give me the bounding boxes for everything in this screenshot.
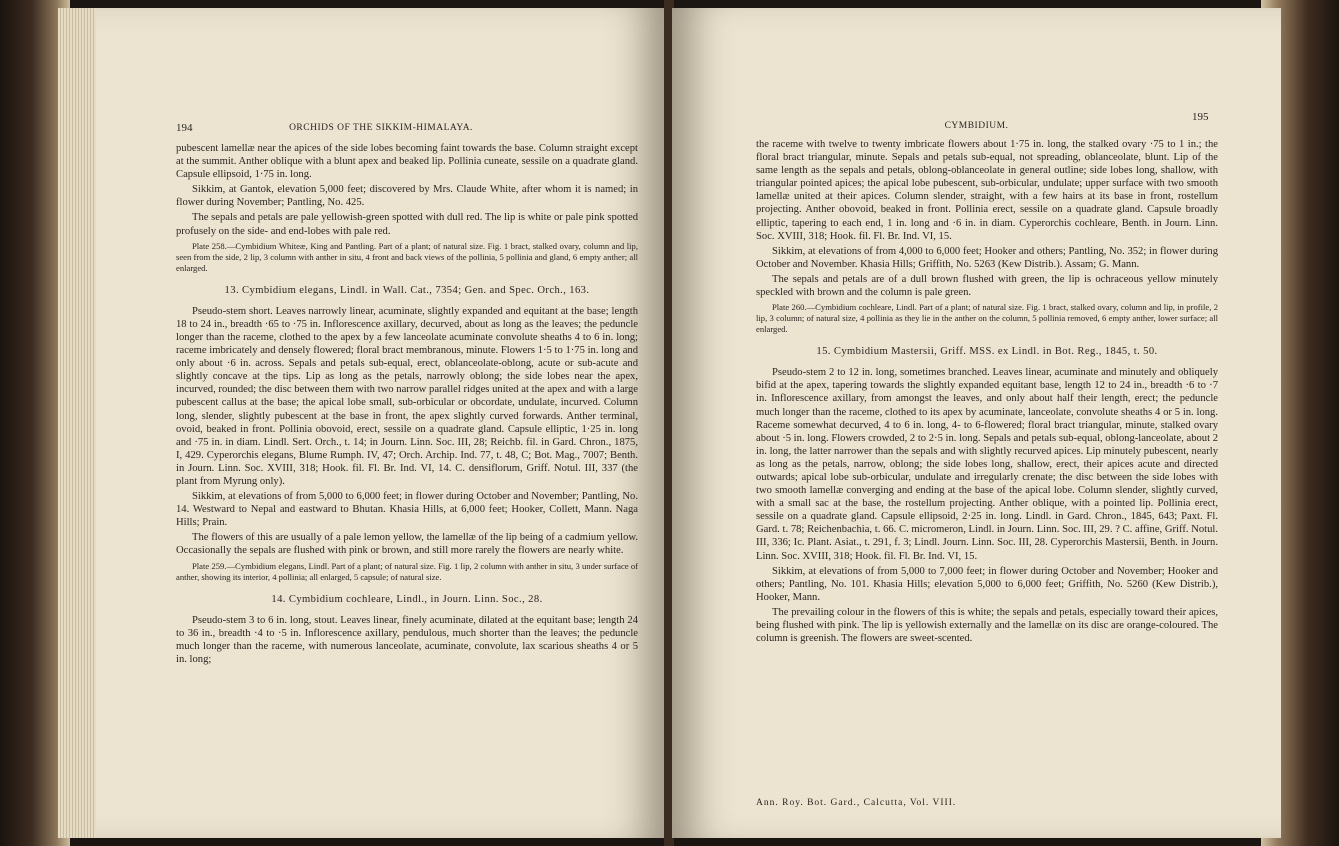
paragraph: pubescent lamellæ near the apices of the side lobes becoming faint towards the base. Column straight except at the summit. Anther oblique with a blunt apex and beaked lip. Pollinia cuneate, sessile on a quadrate gland. Capsule ellipsoid, 1·75 in. long. bbox=[176, 143, 638, 181]
paragraph: the raceme with twelve to twenty imbricate flowers about 1·75 in. long, the stalked ovary ·75 to 1 in.; the floral bract triangular, minute. Sepals and petals sub-equal, not spreading, oblanceolate, blunt. Lip of the same length as the sepals and petals, oblong-oblanceolate in general outline; side lobes long, shallow, with triangular pointed apices; the apical lobe pubescent, sub-orbicular, undulate; upper surface with two smooth lamellæ united at their apices. Column slender, straight, with a few hairs at its base in front, rostellum projecting. Anther obovoid, beaked in front. Pollinia erect, sessile on a quadrate gland. Capsule broadly elliptic, tapering to each end, 1 in. long and ·6 in. in diam. Cyperorchis cochleare, Benth. in Journ. Linn. Soc. XVIII, 318; Hook. fil. Fl. Br. Ind. VI, 15. bbox=[756, 139, 1218, 242]
plate-caption-259: Plate 259.—Cymbidium elegans, Lindl. Part of a plant; of natural size. Fig. 1 lip, 2 column with anther in situ, 3 under surface of anther, showing its interior, 4 pollinia; all enlarged, 5 capsule; of natural size. bbox=[176, 560, 638, 582]
plate-caption-260: Plate 260.—Cymbidium cochleare, Lindl. Part of a plant; of natural size. Fig. 1 bract, stalked ovary, column and lip, in profile, 2 lip, 3 column; of natural size, 4 pollinia as they lie in the anther on the column, 5 pollinia removed, 6 empty anther, lower surface; all enlarged. bbox=[756, 302, 1218, 335]
paragraph: Pseudo-stem short. Leaves narrowly linear, acuminate, slightly expanded and equitant at the base; length 18 to 24 in., breadth ·65 to ·75 in. Inflorescence axillary, decurved, about as long as the leaves; the peduncle longer than the raceme, clothed to the apex by a few lanceolate acuminate convolute sheaths 4 to 6 in. long; raceme imbricately and densely flowered; floral bract membranous, minute. Flowers 1·5 to 1·75 in. long and only about ·6 in. across. Sepals and petals sub-equal, erect, oblanceolate-oblong, acute or sub-acute and slightly concave at the tips. Lip as long as the petals, narrowly oblong; the side lobes near the apex, incurved, rounded; the disc between them with two narrow parallel ridges united at the apex and with a large pubescent callus at the base; the apical lobe small, sub-orbicular or obcordate, undulate, incurved. Column long, slender, slightly pubescent at the base in front, the apex slightly curved forwards. Anther terminal, ovoid, beaked in front. Pollinia obovoid, erect, sessile on a quadrate gland. Capsule elliptic, 1·25 in. long and ·75 in. in diam. Lindl. Sert. Orch., t. 14; in Journ. Linn. Soc. III, 28; Reichb. fil. in Gard. Chron., 1875, I, 429. Cyperorchis elegans, Blume Rumph. IV, 47; Orch. Archip. Ind. 77, t. 48, C; Bot. Mag., 7007; Benth. in Journ. Linn. Soc. XVIII, 318; Hook. fil. Fl. Br. Ind. VI, 14. C. densiflorum, Griff. Notul. III, 337 (the plant from Myrung only). bbox=[176, 305, 638, 487]
species-heading-15: 15. Cymbidium Mastersii, Griff. MSS. ex Lindl. in Bot. Reg., 1845, t. 50. bbox=[816, 346, 1158, 358]
running-head-left: ORCHIDS OF THE SIKKIM-HIMALAYA. bbox=[289, 123, 473, 133]
species-heading-13: 13. Cymbidium elegans, Lindl. in Wall. Cat., 7354; Gen. and Spec. Orch., 163. bbox=[224, 284, 590, 296]
right-column bbox=[756, 138, 1218, 647]
paragraph: Pseudo-stem 3 to 6 in. long, stout. Leaves linear, finely acuminate, dilated at the equitant base; length 24 to 36 in., breadth ·4 to ·5 in. Inflorescence axillary, pendulous, much shorter than the leaves; the peduncle much longer than the raceme, with numerous lanceolate, acuminate, convolute, lax scarious sheaths 4 or 5 in. long; bbox=[176, 614, 638, 665]
paragraph: The flowers of this are usually of a pale lemon yellow, the lamellæ of the lip being of a cadmium yellow. Occasionally the sepals are flushed with pink or brown, and still more rarely the flowers are nearly white. bbox=[176, 532, 638, 557]
page-number-right: 195 bbox=[1192, 111, 1209, 123]
right-page bbox=[672, 8, 1281, 838]
paragraph: Pseudo-stem 2 to 12 in. long, sometimes branched. Leaves linear, acuminate and minutely and obliquely bifid at the apex, tapering towards the slightly expanded equitant base, length 12 to 24 in., breadth ·6 to ·7 in. Inflorescence axillary, from amongst the leaves, and only about half their length, erect; the peduncle much longer than the raceme, clothed to its apex by acuminate, lanceolate, convolute sheaths 4 or 5 in. long. Raceme somewhat decurved, 4 to 6 in. long, 4- to 6-flowered; floral bract triangular, minute, stalked ovary about ·5 in. long. Flowers crowded, 2 to 2·5 in. long. Sepals and petals sub-equal, oblong-lanceolate, about 2 in. long, the latter narrower than the sepals and with slightly recurved apices. Lip minutely pubescent, nearly as long as the petals, narrow, oblong; the side lobes long, shallow, erect, their apices acute and directed outwards; apical lobe sub-orbicular, undulate and irregularly crenate; the disc between the side lobes with two smooth lamellæ converging and ending at the base of the apical lobe. Column slender, slightly curved, with a small sac at the base, the rostellum projecting. Anther oblique, with a pointed lip. Pollinia erect, sessile on a quadrate gland. Capsule ellipsoid, 2·25 in. long. Lindl. in Gard. Chron., 1845, 643; Paxt. Fl. Gard. t. 78; Reichenbachia, t. 66. C. micromeron, Lindl. in Journ. Linn. Soc. III, 29. ? C. affine, Griff. Notul. III, 336; Ic. Plant. Asiat., t. 291, f. 3; Lindl. Journ. Linn. Soc. III, 28. Cyperorchis Mastersii, Benth. in Journ. Linn. Soc. XVIII, 318; Hook. fil. Fl. Br. Ind. VI, 15. bbox=[756, 367, 1218, 562]
paragraph: The sepals and petals are of a dull brown flushed with green, the lip is ochraceous yellow minutely speckled with brown and the column is pale green. bbox=[756, 273, 1218, 299]
left-page bbox=[96, 8, 666, 838]
page-footer: Ann. Roy. Bot. Gard., Calcutta, Vol. VIII. bbox=[756, 798, 957, 808]
page-number-left: 194 bbox=[176, 122, 193, 134]
paragraph: Sikkim, at Gantok, elevation 5,000 feet; discovered by Mrs. Claude White, after whom it is named; in flower during November; Pantling, No. 425. bbox=[176, 184, 638, 209]
species-heading-14: 14. Cymbidium cochleare, Lindl., in Journ. Linn. Soc., 28. bbox=[271, 593, 543, 605]
running-head-right: CYMBIDIUM. bbox=[944, 121, 1009, 131]
paragraph: Sikkim, at elevations of from 4,000 to 6,000 feet; Hooker and others; Pantling, No. 352; in flower during October and November. Khasia Hills; Griffith, No. 5263 (Kew Distrib.). Assam; G. Mann. bbox=[756, 245, 1218, 270]
paragraph: Sikkim, at elevations of from 5,000 to 6,000 feet; in flower during October and November; Pantling, No. 14. Westward to Nepal and eastward to Bhutan. Khasia Hills, at 6,000 feet; Hooker, Collett, Mann. Naga Hills; Prain. bbox=[176, 491, 638, 529]
paragraph: The sepals and petals are pale yellowish-green spotted with dull red. The lip is white or pale pink spotted profusely on the side- and end-lobes with pale red. bbox=[176, 212, 638, 237]
left-column bbox=[176, 142, 638, 668]
paragraph: Sikkim, at elevations of from 5,000 to 7,000 feet; in flower during October and November; Hooker and others; Pantling, No. 101. Khasia Hills; elevation 5,000 to 6,000 feet; Griffith, No. 5260 (Kew Distrib.), Hooker, Mann. bbox=[756, 565, 1218, 603]
paragraph: The prevailing colour in the flowers of this is white; the sepals and petals, especially toward their apices, being flushed with pink. The lip is yellowish externally and the lamellæ on its disc are orange-coloured. The column is greenish. The flowers are sweet-scented. bbox=[756, 606, 1218, 645]
plate-caption-258: Plate 258.—Cymbidium Whiteæ, King and Pantling. Part of a plant; of natural size. Fig. 1 bract, stalked ovary, column and lip, seen from the side, 2 lip, 3 column with anther in situ, 4 front and back views of the pollinia, 5 pollinia and gland, 6 empty anther; all enlarged. bbox=[176, 240, 638, 273]
page-stack-left bbox=[58, 8, 100, 838]
